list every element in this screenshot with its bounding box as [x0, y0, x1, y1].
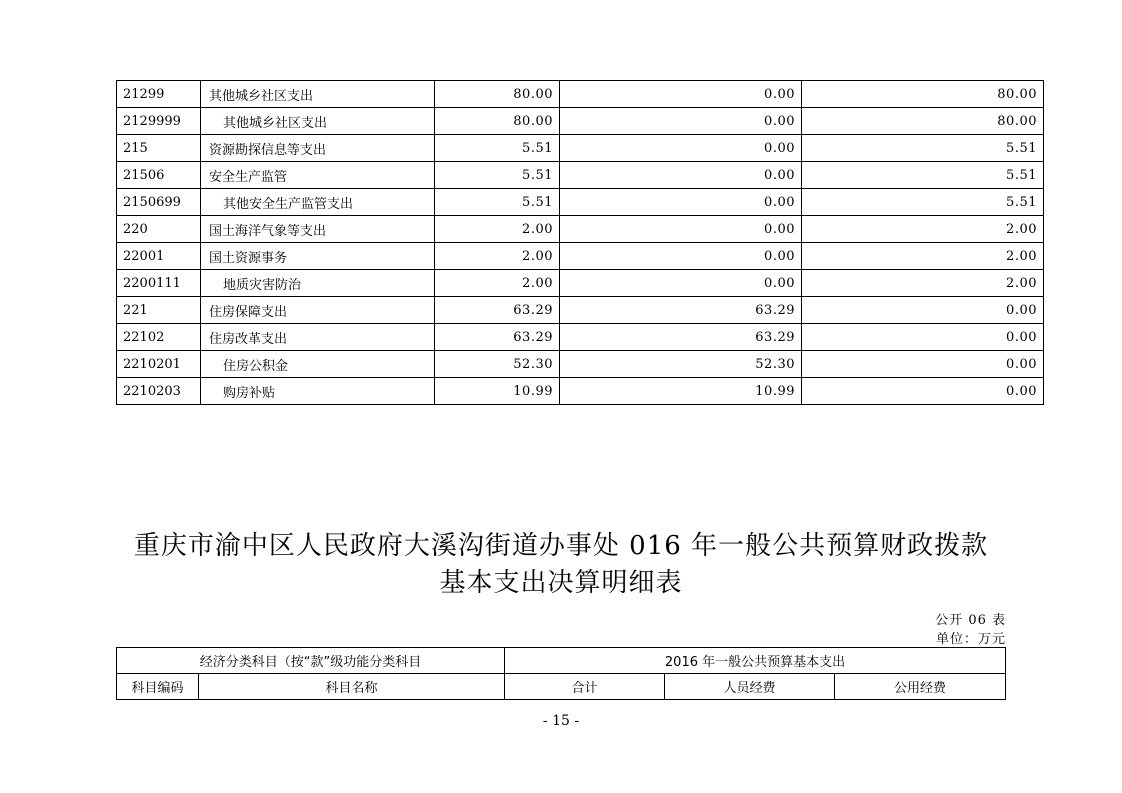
row-total: 2.00 [435, 216, 560, 243]
row-public: 2.00 [802, 216, 1044, 243]
header-column-row [117, 674, 1006, 700]
row-code: 22102 [117, 324, 201, 351]
table-row [117, 162, 1044, 189]
header-group-economic: 经济分类科目（按“款”级功能分类科目 [117, 648, 505, 674]
table-row [117, 189, 1044, 216]
row-name: 其他安全生产监管支出 [201, 189, 435, 216]
row-personnel: 0.00 [560, 162, 802, 189]
row-code: 21299 [117, 81, 201, 108]
row-total: 5.51 [435, 189, 560, 216]
row-public: 5.51 [802, 189, 1044, 216]
table-row [117, 297, 1044, 324]
title-line-2: 基本支出决算明细表 [439, 568, 683, 598]
row-name: 其他城乡社区支出 [201, 108, 435, 135]
row-code: 2150699 [117, 189, 201, 216]
table-row [117, 243, 1044, 270]
row-personnel: 0.00 [560, 81, 802, 108]
row-name: 住房改革支出 [201, 324, 435, 351]
row-public: 80.00 [802, 108, 1044, 135]
row-total: 80.00 [435, 108, 560, 135]
row-public: 2.00 [802, 270, 1044, 297]
row-name: 其他城乡社区支出 [201, 81, 435, 108]
row-name: 住房保障支出 [201, 297, 435, 324]
row-name: 安全生产监管 [201, 162, 435, 189]
row-public: 5.51 [802, 135, 1044, 162]
row-name: 资源勘探信息等支出 [201, 135, 435, 162]
row-total: 63.29 [435, 324, 560, 351]
row-total: 52.30 [435, 351, 560, 378]
unit-label: 单位：万元 [935, 632, 1006, 647]
row-public: 0.00 [802, 297, 1044, 324]
row-code: 221 [117, 297, 201, 324]
row-name: 地质灾害防治 [201, 270, 435, 297]
table-row [117, 108, 1044, 135]
row-public: 2.00 [802, 243, 1044, 270]
table-row [117, 81, 1044, 108]
row-public: 80.00 [802, 81, 1044, 108]
col-header-name: 科目名称 [199, 674, 505, 700]
row-name: 住房公积金 [201, 351, 435, 378]
row-name: 购房补贴 [201, 378, 435, 405]
row-personnel: 10.99 [560, 378, 802, 405]
col-header-total: 合计 [505, 674, 665, 700]
row-personnel: 0.00 [560, 243, 802, 270]
table-row [117, 378, 1044, 405]
row-code: 22001 [117, 243, 201, 270]
row-public: 0.00 [802, 351, 1044, 378]
row-personnel: 0.00 [560, 270, 802, 297]
expenditure-table [116, 80, 1044, 405]
col-header-personnel: 人员经费 [665, 674, 835, 700]
title-line-1: 重庆市渝中区人民政府大溪沟街道办事处 016 年一般公共预算财政拨款 [133, 531, 989, 561]
row-name: 国土海洋气象等支出 [201, 216, 435, 243]
col-header-public: 公用经费 [835, 674, 1006, 700]
row-personnel: 0.00 [560, 108, 802, 135]
row-total: 2.00 [435, 243, 560, 270]
header-group-row [117, 648, 1006, 674]
table-row [117, 270, 1044, 297]
row-code: 220 [117, 216, 201, 243]
row-personnel: 0.00 [560, 135, 802, 162]
row-total: 10.99 [435, 378, 560, 405]
table-row [117, 216, 1044, 243]
row-total: 2.00 [435, 270, 560, 297]
row-code: 2200111 [117, 270, 201, 297]
detail-table-header [116, 647, 1006, 700]
row-public: 5.51 [802, 162, 1044, 189]
row-personnel: 63.29 [560, 297, 802, 324]
col-header-code: 科目编码 [117, 674, 199, 700]
expenditure-table-body [117, 81, 1044, 405]
row-total: 5.51 [435, 135, 560, 162]
table-code: 公开 06 表 [935, 613, 1006, 628]
row-public: 0.00 [802, 324, 1044, 351]
header-group-budget: 2016 年一般公共预算基本支出 [505, 648, 1006, 674]
row-personnel: 63.29 [560, 324, 802, 351]
row-code: 21506 [117, 162, 201, 189]
row-code: 2210203 [117, 378, 201, 405]
table-row [117, 351, 1044, 378]
page-number: - 15 - [542, 713, 580, 729]
row-code: 2210201 [117, 351, 201, 378]
row-personnel: 0.00 [560, 189, 802, 216]
page-title [0, 528, 1122, 602]
row-personnel: 0.00 [560, 216, 802, 243]
table-row [117, 135, 1044, 162]
row-code: 2129999 [117, 108, 201, 135]
table-row [117, 324, 1044, 351]
row-name: 国土资源事务 [201, 243, 435, 270]
row-code: 215 [117, 135, 201, 162]
row-total: 63.29 [435, 297, 560, 324]
row-total: 5.51 [435, 162, 560, 189]
row-personnel: 52.30 [560, 351, 802, 378]
row-total: 80.00 [435, 81, 560, 108]
row-public: 0.00 [802, 378, 1044, 405]
